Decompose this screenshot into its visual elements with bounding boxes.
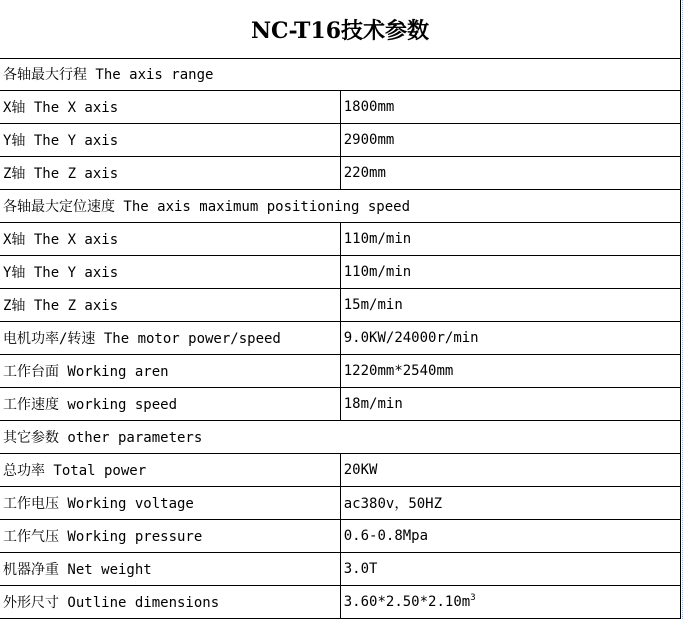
parameter-value-cell [340, 157, 680, 190]
parameter-label: 电机功率/转速 The motor power/speed [0, 322, 340, 355]
spec-table-body [0, 58, 681, 619]
parameter-value-cell [340, 553, 680, 586]
parameter-value-cell [340, 586, 680, 619]
parameter-value: 3.60*2.50*2.10m [343, 594, 471, 610]
table-row [0, 157, 681, 190]
parameter-value: 18m/min [343, 396, 403, 412]
parameter-label: 工作气压 Working pressure [0, 520, 340, 553]
parameter-label: 机器净重 Net weight [0, 553, 340, 586]
table-row [0, 487, 681, 520]
parameter-label: 工作电压 Working voltage [0, 487, 340, 520]
table-row [0, 520, 681, 553]
section-row [0, 58, 681, 91]
table-row [0, 322, 681, 355]
parameter-value-cell [340, 388, 680, 421]
parameter-label: 总功率 Total power [0, 454, 340, 487]
parameter-value-cell [340, 91, 680, 124]
parameter-label: Z轴 The Z axis [0, 289, 340, 322]
parameter-label: Y轴 The Y axis [0, 124, 340, 157]
section-row [0, 421, 681, 454]
parameter-value-cell [340, 454, 680, 487]
section-label: 各轴最大行程 The axis range [0, 58, 681, 91]
parameter-value: 3.0T [343, 561, 378, 577]
parameter-value: 1220mm*2540mm [343, 363, 454, 379]
parameter-value: 110m/min [343, 264, 412, 280]
parameter-value-cell [340, 322, 680, 355]
parameter-value: 110m/min [343, 231, 412, 247]
table-row [0, 553, 681, 586]
parameter-value-cell [340, 520, 680, 553]
table-row [0, 91, 681, 124]
parameter-value: 220mm [343, 165, 386, 181]
value-superscript: 3 [470, 593, 476, 603]
section-label: 其它参数 other parameters [0, 421, 681, 454]
parameter-value: 15m/min [343, 297, 403, 313]
table-row [0, 586, 681, 619]
spec-table [0, 58, 681, 619]
table-row [0, 388, 681, 421]
parameter-label: X轴 The X axis [0, 91, 340, 124]
parameter-label: Y轴 The Y axis [0, 256, 340, 289]
section-label: 各轴最大定位速度 The axis maximum positioning speed [0, 190, 681, 223]
parameter-value-cell [340, 256, 680, 289]
parameter-label: Z轴 The Z axis [0, 157, 340, 190]
table-row [0, 256, 681, 289]
table-row [0, 454, 681, 487]
parameter-label: 工作台面 Working aren [0, 355, 340, 388]
table-row [0, 124, 681, 157]
parameter-value-cell [340, 487, 680, 520]
section-row [0, 190, 681, 223]
parameter-label: 外形尺寸 Outline dimensions [0, 586, 340, 619]
parameter-value-cell [340, 223, 680, 256]
parameter-value: 20KW [343, 462, 378, 478]
gridline-divider [682, 0, 683, 619]
table-row [0, 289, 681, 322]
parameter-value-cell [340, 355, 680, 388]
parameter-value: 1800mm [343, 99, 395, 115]
parameter-value: ac380v，50HZ [343, 496, 443, 512]
page-title: NC-T16技术参数 [0, 0, 680, 59]
table-row [0, 223, 681, 256]
parameter-value: 2900mm [343, 132, 395, 148]
parameter-value: 0.6-0.8Mpa [343, 528, 429, 544]
parameter-value: 9.0KW/24000r/min [343, 330, 479, 346]
parameter-label: 工作速度 working speed [0, 388, 340, 421]
parameter-label: X轴 The X axis [0, 223, 340, 256]
parameter-value-cell [340, 289, 680, 322]
table-right-border [680, 0, 681, 619]
parameter-value-cell [340, 124, 680, 157]
table-row [0, 355, 681, 388]
